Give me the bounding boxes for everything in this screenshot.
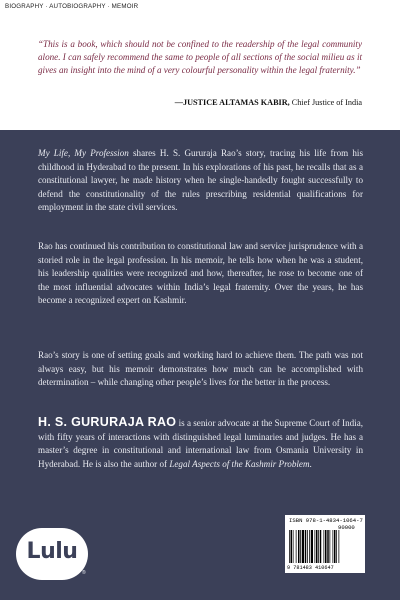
barcode-number: 9 781483 410647	[287, 565, 334, 571]
description-paragraph-1	[38, 147, 363, 215]
barcode-bar	[336, 530, 337, 563]
barcode-bars	[289, 530, 361, 565]
isbn-label: ISBN 978-1-4834-1064-7	[289, 517, 363, 524]
barcode-bar	[325, 530, 327, 563]
barcode-bar	[291, 530, 293, 563]
barcode-bar	[309, 530, 310, 563]
category-label: BIOGRAPHY · AUTOBIOGRAPHY · MEMOIR	[5, 3, 139, 10]
quote-section	[0, 0, 400, 130]
barcode-bar	[298, 530, 300, 563]
description-paragraph-2: Rao has continued his contribution to constitutional law and service jurisprudence with a storied role in the legal profession. In his memoir, he tells how when he was a student, his leadership qualities were recognized and how, thereafter, he rose to become one of the most influential advocates within India’s legal fraternity. Over the years, he has become a recognized expert on Kashmir.	[38, 241, 363, 306]
quote-attribution	[175, 98, 362, 107]
barcode-bar	[320, 530, 322, 563]
barcode-bar	[334, 530, 336, 563]
registered-mark: ®	[82, 570, 86, 576]
barcode-bar	[296, 530, 297, 563]
barcode-bar	[302, 530, 304, 563]
barcode-bar	[311, 530, 313, 563]
barcode-box	[285, 515, 365, 573]
barcode-bar	[289, 530, 290, 563]
barcode-bar	[327, 530, 329, 563]
author-bio-text: is a senior advocate at the Supreme Court of India, with fifty years of interactions with distinguished legal luminaries and judges. He has a master’s degree in constitutional and international law from Osmania University in Hyderabad. He is also the author of	[38, 418, 364, 469]
price-code: 90000	[338, 524, 355, 531]
barcode-bar	[324, 530, 325, 563]
barcode-bar	[293, 530, 294, 563]
barcode-bar	[315, 530, 316, 563]
lulu-logo-text: Lulu	[26, 539, 78, 564]
barcode-bar	[307, 530, 308, 563]
description-panel	[0, 130, 400, 600]
attribution-title: Chief Justice of India	[289, 98, 362, 107]
barcode-bar	[300, 530, 301, 563]
barcode-bar	[316, 530, 318, 563]
barcode-bar	[330, 530, 331, 563]
book-title: My Life, My Profession	[38, 148, 129, 158]
author-bio-end: .	[309, 458, 312, 469]
description-paragraph-3: Rao’s story is one of setting goals and working hard to achieve them. The path was not always easy, but his memoir demonstrates how much can be accomplished with determination – while changing other people’s lives for the better in the process.	[38, 350, 363, 388]
endorsement-quote: “This is a book, which should not be confined to the readership of the legal community alone. I can safely recommend the same to people of all sections of the social milieu as it gives an insight into the mind of a very colourful personality within the legal fraternity.”	[38, 39, 362, 75]
attribution-name: —JUSTICE ALTAMAS KABIR,	[174, 98, 290, 107]
other-book-title: Legal Aspects of the Kashmir Problem	[169, 458, 310, 469]
lulu-logo	[16, 528, 88, 580]
barcode-bar	[318, 530, 319, 563]
description-paragraph-1-text: shares H. S. Gururaja Rao’s story, tracing his life from his childhood in Hyderabad to the present. In his explorations of his past, he recalls that as a constitutional lawyer, he made history when he single-handedly fought successfully to defend the constitutionality of the rules prescribing residential qualifications for employment in the state civil services.	[38, 148, 363, 213]
barcode-bar	[339, 530, 340, 563]
author-name: H. S. GURURAJA RAO	[38, 415, 177, 429]
author-bio	[38, 416, 363, 471]
barcode-bar	[305, 530, 307, 563]
barcode-bar	[333, 530, 334, 563]
